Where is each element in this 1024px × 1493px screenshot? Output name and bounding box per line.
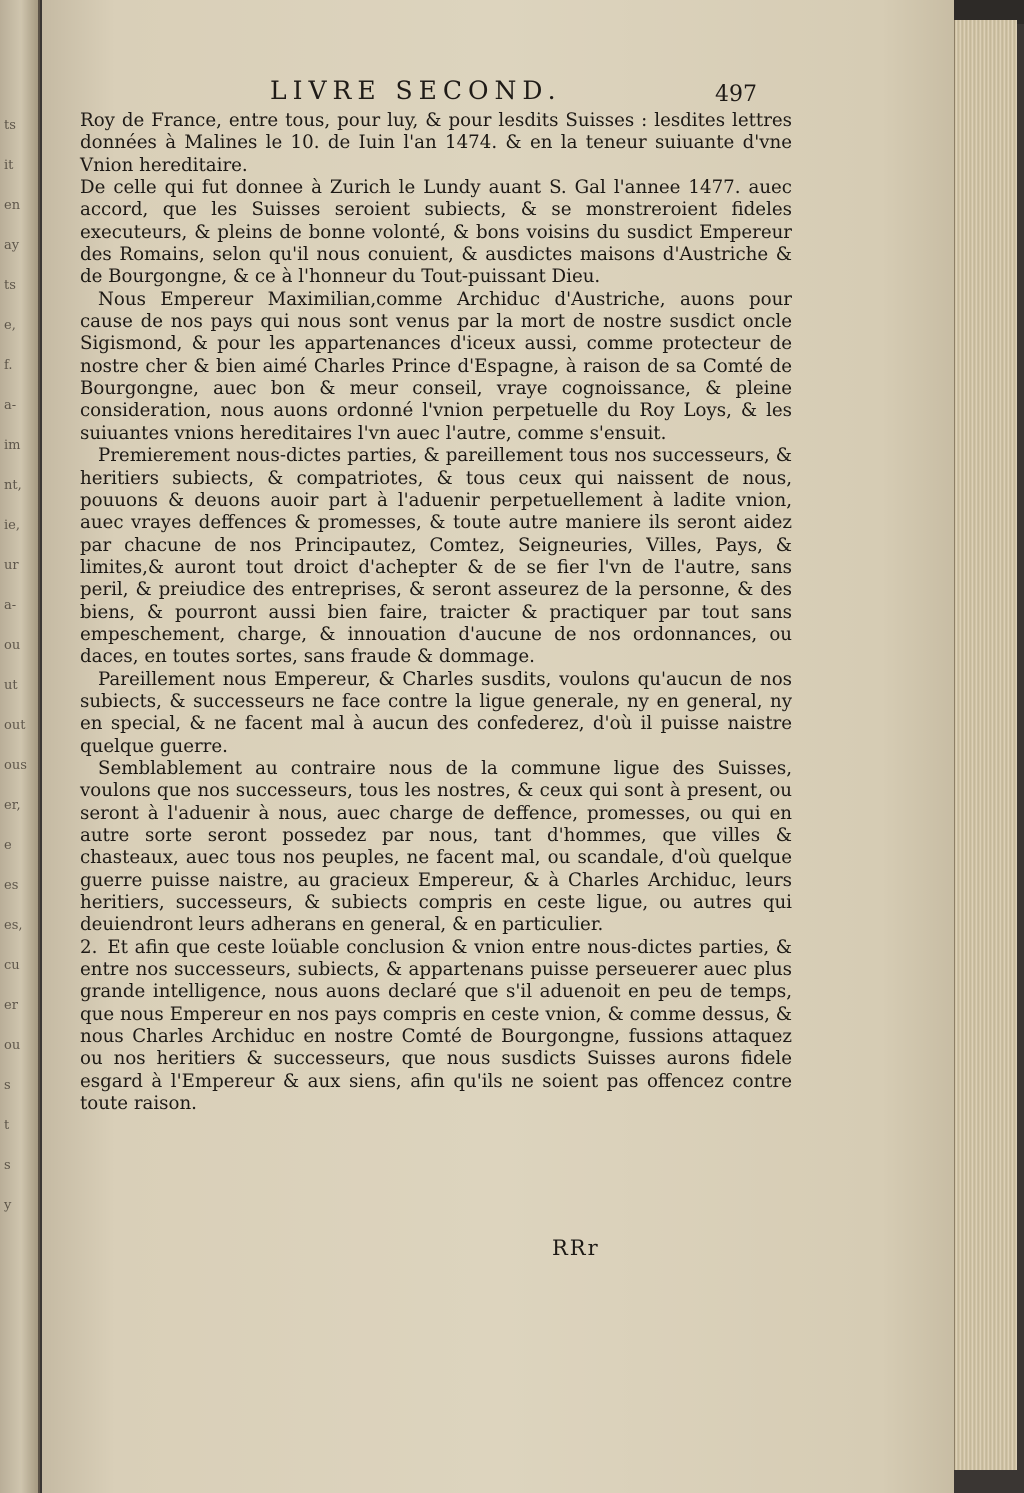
paragraph-text: Et afin que ceste loüable conclusion & vnion entre nous-dictes parties, & entre nos successeurs, subiects, & appartenans puisse perseuerer auec plus grande intelligence, nous auons declaré que s'il aduenoit en peu de temps, que nous Empereur en nos pays compris en ceste vnion, & comme dessus, & nous Charles Archiduc en nostre Comté de Bourgongne, fussions attaquez ou nos heritiers & successeurs, que nous susdicts Suisses aurons fidele esgard à l'Empereur & aux siens, afin qu'ils ne soient pas offencez contre toute raison. (80, 936, 792, 1115)
facing-page-fragment: er (4, 998, 18, 1013)
facing-page-fragment: s (4, 1158, 11, 1173)
facing-page-fragment: cu (4, 958, 20, 973)
facing-page-fragment: ou (4, 638, 21, 653)
facing-page-fragment: t (4, 1118, 10, 1133)
paragraph (80, 445, 792, 668)
facing-page-fragment: ie, (4, 518, 20, 533)
paragraph (80, 110, 792, 177)
paragraph (80, 289, 792, 445)
paragraph (80, 669, 792, 758)
facing-page-fragment: y (4, 1198, 12, 1213)
facing-page-fragment: ou (4, 1038, 21, 1053)
facing-page-fragment: s (4, 1078, 11, 1093)
facing-page-fragment: f. (4, 358, 13, 373)
facing-page-fragment: ut (4, 678, 18, 693)
facing-page-fragment: ay (4, 238, 20, 253)
paragraph-text: Pareillement nous Empereur, & Charles susdits, voulons qu'aucun de nos subiects, & successeurs ne face contre la ligue generale, ny en general, ny en special, & ne facent mal à aucun des confederez, d'où il puisse naistre quelque guerre. (80, 668, 792, 757)
book-fore-edge (954, 20, 1017, 1470)
facing-page-fragment: nt, (4, 478, 22, 493)
facing-page-fragment: e, (4, 318, 16, 333)
body-text (80, 110, 792, 1115)
paragraph-text: Roy de France, entre tous, pour luy, & pour lesdits Suisses : lesdites lettres données à Malines le 10. de Iuin l'an 1474. & en la teneur suiuante d'vne Vnion hereditaire. (80, 110, 792, 176)
paragraph-text: Premierement nous-dictes parties, & pareillement tous nos successeurs, & heritiers subiects, & compatriotes, & tous ceux qui naissent de nous, pouuons & deuons auoir part à l'aduenir perpetuellement à ladite vnion, auec vrayes deffences & promesses, & toute autre maniere ils seront aidez par chacune de nos Principautez, Comtez, Seigneuries, Villes, Pays, & limites,& auront tout droict d'achepter & de se fier l'vn de l'autre, sans peril, & preiudice des entreprises, & seront asseurez de la personne, & des biens, & pourront aussi bien faire, traicter & practiquer par tout sans empeschement, charge, & innouation d'aucune de nos ordonnances, ou daces, en toutes sortes, sans fraude & dommage. (80, 445, 792, 668)
signature-mark: RRr (552, 1236, 600, 1260)
facing-page-fragment: e (4, 838, 12, 853)
paragraph (80, 758, 792, 937)
paragraph-number: 2. (80, 936, 98, 958)
facing-page-fragment: ts (4, 118, 16, 133)
facing-page-fragment: ur (4, 558, 19, 573)
running-head-title: LIVRE SECOND. (270, 76, 562, 105)
facing-page-fragment: en (4, 198, 21, 213)
facing-page-fragment: er, (4, 798, 21, 813)
facing-page-fragment: a- (4, 598, 17, 613)
facing-page-fragment: ts (4, 278, 16, 293)
facing-page-fragment: a- (4, 398, 17, 413)
facing-page-fragment: it (4, 158, 14, 173)
facing-page-fragment: im (4, 438, 21, 453)
facing-page-edge (0, 0, 40, 1493)
facing-page-fragment: es (4, 878, 19, 893)
paragraph-text: Semblablement au contraire nous de la commune ligue des Suisses, voulons que nos successeurs, tous les nostres, & ceux qui sont à present, ou seront à l'aduenir à nous, auec charge de deffence, promesses, ou qui en autre sorte seront possedez par nous, tant d'hommes, que villes & chasteaux, auec tous nos peuples, ne facent mal, ou scandale, d'où quelque guerre puisse naistre, au gracieux Empereur, & à Charles Archiduc, leurs heritiers, successeurs, & subiects compris en ceste ligue, ou autres qui deuiendront leurs adherans en general, & en particulier. (80, 757, 792, 936)
paragraph-text: De celle qui fut donnee à Zurich le Lundy auant S. Gal l'annee 1477. auec accord, que les Suisses seroient subiects, & se monstreroient fideles executeurs, & pleins de bonne volonté, & bons voisins du susdict Empereur des Romains, selon qu'il nous conuient, & ausdictes maisons d'Austriche & de Bourgongne, & ce à l'honneur du Tout-puissant Dieu. (80, 177, 792, 288)
paragraph (80, 937, 792, 1116)
facing-page-fragment: es, (4, 918, 23, 933)
facing-page-fragment: out (4, 718, 26, 733)
paragraph (80, 177, 792, 289)
facing-page-text-fragments (2, 0, 36, 1493)
running-head (270, 76, 790, 108)
page-number: 497 (715, 82, 757, 107)
paragraph-text: Nous Empereur Maximilian,comme Archiduc d'Austriche, auons pour cause de nos pays qui nous sont venus par la mort de nostre susdict oncle Sigismond, & pour les appartenances d'iceux aussi, comme protecteur de nostre cher & bien aimé Charles Prince d'Espagne, à raison de sa Comté de Bourgongne, auec bon & meur conseil, vraye cognoissance, & pleine consideration, nous auons ordonné l'vnion perpetuelle du Roy Loys, & les suiuantes vnions hereditaires l'vn auec l'autre, comme s'ensuit. (80, 288, 792, 444)
facing-page-fragment: ous (4, 758, 27, 773)
